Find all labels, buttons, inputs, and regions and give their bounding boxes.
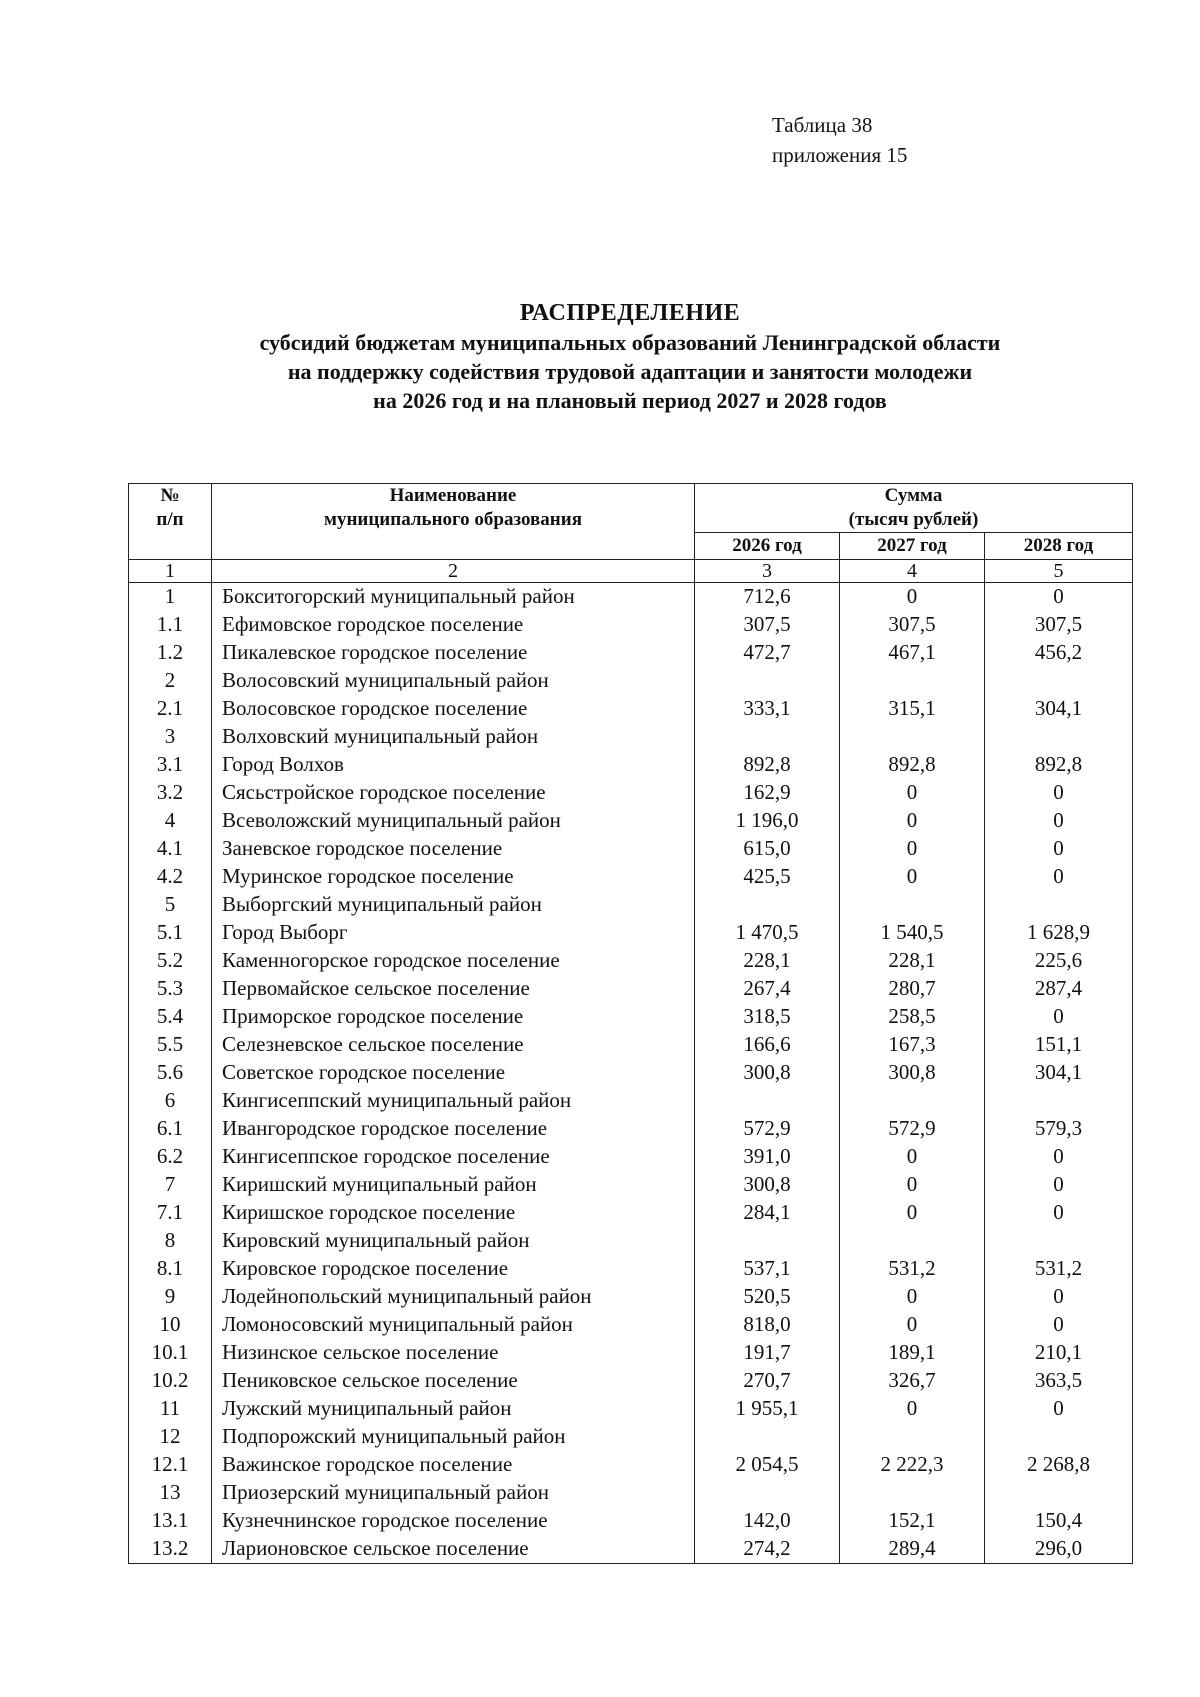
- row-number: 8.1: [129, 1255, 212, 1283]
- amount-2027: [840, 1227, 985, 1255]
- amount-2028: [985, 667, 1133, 695]
- table-row: [129, 1171, 1133, 1199]
- amount-2027: 0: [840, 1311, 985, 1339]
- municipality-name: Город Волхов: [212, 751, 695, 779]
- amount-2026: 228,1: [695, 947, 840, 975]
- table-row: [129, 1031, 1133, 1059]
- header-name-line-2: муниципального образования: [324, 509, 582, 530]
- row-number: 1: [129, 583, 212, 612]
- row-number: 4.2: [129, 863, 212, 891]
- table-row: [129, 667, 1133, 695]
- amount-2028: [985, 1227, 1133, 1255]
- row-number: 7.1: [129, 1199, 212, 1227]
- municipality-name: Ларионовское сельское поселение: [212, 1535, 695, 1564]
- amount-2028: [985, 891, 1133, 919]
- amount-2028: 0: [985, 1395, 1133, 1423]
- row-number: 9: [129, 1283, 212, 1311]
- row-number: 6.1: [129, 1115, 212, 1143]
- municipality-name: Кировское городское поселение: [212, 1255, 695, 1283]
- table-row: [129, 975, 1133, 1003]
- amount-2026: 615,0: [695, 835, 840, 863]
- table-reference: [772, 110, 907, 170]
- header-year-2026: 2026 год: [695, 533, 840, 560]
- amount-2026: 1 955,1: [695, 1395, 840, 1423]
- amount-2028: 579,3: [985, 1115, 1133, 1143]
- table-row: [129, 1507, 1133, 1535]
- amount-2027: [840, 891, 985, 919]
- municipality-name: Ивангородское городское поселение: [212, 1115, 695, 1143]
- row-number: 5.6: [129, 1059, 212, 1087]
- amount-2026: 166,6: [695, 1031, 840, 1059]
- municipality-name: Кингисеппский муниципальный район: [212, 1087, 695, 1115]
- table-row: [129, 1283, 1133, 1311]
- document-title-block: [0, 298, 1200, 415]
- municipality-name: Лужский муниципальный район: [212, 1395, 695, 1423]
- table-row: [129, 1227, 1133, 1255]
- table-row: [129, 695, 1133, 723]
- table-row: [129, 1003, 1133, 1031]
- table-row: [129, 723, 1133, 751]
- amount-2027: 152,1: [840, 1507, 985, 1535]
- table-row: [129, 1451, 1133, 1479]
- amount-2027: 300,8: [840, 1059, 985, 1087]
- table-row: [129, 611, 1133, 639]
- municipality-name: Кировский муниципальный район: [212, 1227, 695, 1255]
- header-amount-line-2: (тысяч рублей): [848, 509, 979, 530]
- table-reference-number: Таблица 38: [772, 113, 873, 137]
- table-body: [129, 583, 1133, 1564]
- amount-2027: 258,5: [840, 1003, 985, 1031]
- table-row: [129, 1087, 1133, 1115]
- row-number: 5.4: [129, 1003, 212, 1031]
- amount-2026: 425,5: [695, 863, 840, 891]
- amount-2027: 0: [840, 1395, 985, 1423]
- row-number: 5.3: [129, 975, 212, 1003]
- amount-2027: 0: [840, 779, 985, 807]
- row-number: 13.1: [129, 1507, 212, 1535]
- amount-2028: 531,2: [985, 1255, 1133, 1283]
- municipality-name: Бокситогорский муниципальный район: [212, 583, 695, 612]
- municipality-name: Сясьстройское городское поселение: [212, 779, 695, 807]
- amount-2027: 0: [840, 1143, 985, 1171]
- amount-2027: 289,4: [840, 1535, 985, 1564]
- header-year-2028: 2028 год: [985, 533, 1133, 560]
- municipality-name: Пикалевское городское поселение: [212, 639, 695, 667]
- municipality-name: Киришское городское поселение: [212, 1199, 695, 1227]
- table-row: [129, 1423, 1133, 1451]
- amount-2028: 0: [985, 1171, 1133, 1199]
- amount-2027: 0: [840, 807, 985, 835]
- column-number: 4: [840, 560, 985, 583]
- amount-2028: 0: [985, 1143, 1133, 1171]
- column-number: 1: [129, 560, 212, 583]
- document-subtitle-line-2: на поддержку содействия трудовой адаптации и занятости молодежи: [287, 359, 973, 384]
- amount-2028: [985, 1479, 1133, 1507]
- amount-2026: 191,7: [695, 1339, 840, 1367]
- amount-2026: 300,8: [695, 1059, 840, 1087]
- amount-2026: 318,5: [695, 1003, 840, 1031]
- amount-2028: 287,4: [985, 975, 1133, 1003]
- amount-2028: 225,6: [985, 947, 1133, 975]
- municipality-name: Ефимовское городское поселение: [212, 611, 695, 639]
- column-number: 2: [212, 560, 695, 583]
- amount-2026: [695, 1087, 840, 1115]
- amount-2026: 572,9: [695, 1115, 840, 1143]
- row-number: 12: [129, 1423, 212, 1451]
- amount-2026: 333,1: [695, 695, 840, 723]
- amount-2028: 0: [985, 1199, 1133, 1227]
- amount-2026: 270,7: [695, 1367, 840, 1395]
- amount-2026: [695, 1479, 840, 1507]
- row-number: 12.1: [129, 1451, 212, 1479]
- municipality-name: Всеволожский муниципальный район: [212, 807, 695, 835]
- amount-2027: [840, 1423, 985, 1451]
- table-row: [129, 947, 1133, 975]
- amount-2027: 0: [840, 1283, 985, 1311]
- amount-2027: 228,1: [840, 947, 985, 975]
- document-subtitle-line-1: субсидий бюджетам муниципальных образований Ленинградской области: [259, 330, 1001, 355]
- row-number: 3.1: [129, 751, 212, 779]
- row-number: 13: [129, 1479, 212, 1507]
- amount-2026: 712,6: [695, 583, 840, 612]
- municipality-name: Киришский муниципальный район: [212, 1171, 695, 1199]
- municipality-name: Советское городское поселение: [212, 1059, 695, 1087]
- municipality-name: Волосовский муниципальный район: [212, 667, 695, 695]
- municipality-name: Волосовское городское поселение: [212, 695, 695, 723]
- municipality-name: Кузнечнинское городское поселение: [212, 1507, 695, 1535]
- subsidy-distribution-table: [128, 483, 1133, 1564]
- amount-2028: [985, 1423, 1133, 1451]
- amount-2027: 167,3: [840, 1031, 985, 1059]
- amount-2027: 467,1: [840, 639, 985, 667]
- header-municipality-name: [212, 484, 695, 560]
- municipality-name: Важинское городское поселение: [212, 1451, 695, 1479]
- row-number: 10.1: [129, 1339, 212, 1367]
- table-row: [129, 1059, 1133, 1087]
- header-amount-line-1: Сумма: [884, 485, 943, 506]
- municipality-name: Низинское сельское поселение: [212, 1339, 695, 1367]
- appendix-reference: приложения 15: [772, 143, 908, 167]
- amount-2026: 1 470,5: [695, 919, 840, 947]
- municipality-name: Город Выборг: [212, 919, 695, 947]
- table-row: [129, 863, 1133, 891]
- amount-2028: 304,1: [985, 695, 1133, 723]
- amount-2027: 0: [840, 863, 985, 891]
- amount-2028: 151,1: [985, 1031, 1133, 1059]
- amount-2026: 142,0: [695, 1507, 840, 1535]
- table-row: [129, 1339, 1133, 1367]
- amount-2026: 391,0: [695, 1143, 840, 1171]
- amount-2028: 0: [985, 779, 1133, 807]
- amount-2027: 315,1: [840, 695, 985, 723]
- amount-2026: 300,8: [695, 1171, 840, 1199]
- row-number: 2.1: [129, 695, 212, 723]
- amount-2028: 0: [985, 583, 1133, 612]
- municipality-name: Пениковское сельское поселение: [212, 1367, 695, 1395]
- table-row: [129, 1311, 1133, 1339]
- header-amount: [695, 484, 1133, 533]
- table-row: [129, 779, 1133, 807]
- row-number: 1.2: [129, 639, 212, 667]
- amount-2028: 210,1: [985, 1339, 1133, 1367]
- table-row: [129, 835, 1133, 863]
- amount-2027: 0: [840, 835, 985, 863]
- amount-2026: [695, 1227, 840, 1255]
- amount-2028: 304,1: [985, 1059, 1133, 1087]
- header-name-line-1: Наименование: [389, 485, 517, 506]
- amount-2027: [840, 667, 985, 695]
- header-number-line-1: №: [160, 485, 180, 506]
- amount-2028: 0: [985, 863, 1133, 891]
- document-title: РАСПРЕДЕЛЕНИЕ: [519, 300, 741, 326]
- amount-2028: 150,4: [985, 1507, 1133, 1535]
- municipality-name: Заневское городское поселение: [212, 835, 695, 863]
- table-row: [129, 1255, 1133, 1283]
- row-number: 7: [129, 1171, 212, 1199]
- table-row: [129, 1115, 1133, 1143]
- municipality-name: Кингисеппское городское поселение: [212, 1143, 695, 1171]
- table-row: [129, 807, 1133, 835]
- row-number: 2: [129, 667, 212, 695]
- amount-2026: 520,5: [695, 1283, 840, 1311]
- municipality-name: Каменногорское городское поселение: [212, 947, 695, 975]
- table-row: [129, 639, 1133, 667]
- header-number: [129, 484, 212, 560]
- amount-2026: [695, 1423, 840, 1451]
- amount-2027: 2 222,3: [840, 1451, 985, 1479]
- row-number: 4.1: [129, 835, 212, 863]
- row-number: 5: [129, 891, 212, 919]
- municipality-name: Подпорожский муниципальный район: [212, 1423, 695, 1451]
- row-number: 6.2: [129, 1143, 212, 1171]
- table-row: [129, 1367, 1133, 1395]
- amount-2028: 456,2: [985, 639, 1133, 667]
- amount-2027: 280,7: [840, 975, 985, 1003]
- amount-2027: [840, 723, 985, 751]
- amount-2028: 0: [985, 1311, 1133, 1339]
- amount-2027: 892,8: [840, 751, 985, 779]
- municipality-name: Муринское городское поселение: [212, 863, 695, 891]
- table-row: [129, 751, 1133, 779]
- amount-2027: 0: [840, 583, 985, 612]
- amount-2028: [985, 723, 1133, 751]
- amount-2028: 0: [985, 1003, 1133, 1031]
- amount-2026: 537,1: [695, 1255, 840, 1283]
- column-number-row: [129, 560, 1133, 583]
- amount-2027: [840, 1479, 985, 1507]
- amount-2028: 0: [985, 1283, 1133, 1311]
- amount-2026: 818,0: [695, 1311, 840, 1339]
- row-number: 5.2: [129, 947, 212, 975]
- amount-2026: 2 054,5: [695, 1451, 840, 1479]
- amount-2026: 1 196,0: [695, 807, 840, 835]
- amount-2026: [695, 891, 840, 919]
- row-number: 5.1: [129, 919, 212, 947]
- municipality-name: Приморское городское поселение: [212, 1003, 695, 1031]
- table-row: [129, 1535, 1133, 1564]
- table-row: [129, 583, 1133, 612]
- municipality-name: Лодейнопольский муниципальный район: [212, 1283, 695, 1311]
- municipality-name: Селезневское сельское поселение: [212, 1031, 695, 1059]
- amount-2027: [840, 1087, 985, 1115]
- amount-2027: 326,7: [840, 1367, 985, 1395]
- amount-2028: 296,0: [985, 1535, 1133, 1564]
- row-number: 3: [129, 723, 212, 751]
- table-row: [129, 1199, 1133, 1227]
- amount-2026: [695, 723, 840, 751]
- amount-2026: 284,1: [695, 1199, 840, 1227]
- amount-2028: 2 268,8: [985, 1451, 1133, 1479]
- document-subtitle-line-3: на 2026 год и на плановый период 2027 и 2028 годов: [373, 388, 887, 413]
- amount-2027: 0: [840, 1199, 985, 1227]
- amount-2026: 162,9: [695, 779, 840, 807]
- row-number: 10: [129, 1311, 212, 1339]
- amount-2028: 892,8: [985, 751, 1133, 779]
- row-number: 1.1: [129, 611, 212, 639]
- amount-2026: 472,7: [695, 639, 840, 667]
- amount-2028: 307,5: [985, 611, 1133, 639]
- row-number: 13.2: [129, 1535, 212, 1564]
- table-row: [129, 1143, 1133, 1171]
- row-number: 8: [129, 1227, 212, 1255]
- amount-2026: 307,5: [695, 611, 840, 639]
- amount-2027: 572,9: [840, 1115, 985, 1143]
- table-row: [129, 1479, 1133, 1507]
- municipality-name: Приозерский муниципальный район: [212, 1479, 695, 1507]
- amount-2027: 0: [840, 1171, 985, 1199]
- row-number: 5.5: [129, 1031, 212, 1059]
- amount-2027: 1 540,5: [840, 919, 985, 947]
- amount-2028: [985, 1087, 1133, 1115]
- amount-2027: 189,1: [840, 1339, 985, 1367]
- amount-2026: 267,4: [695, 975, 840, 1003]
- header-number-line-2: п/п: [156, 509, 184, 530]
- column-number: 3: [695, 560, 840, 583]
- municipality-name: Выборгский муниципальный район: [212, 891, 695, 919]
- header-year-2027: 2027 год: [840, 533, 985, 560]
- amount-2027: 531,2: [840, 1255, 985, 1283]
- table-row: [129, 1395, 1133, 1423]
- amount-2026: 274,2: [695, 1535, 840, 1564]
- amount-2026: [695, 667, 840, 695]
- amount-2028: 0: [985, 835, 1133, 863]
- row-number: 4: [129, 807, 212, 835]
- municipality-name: Ломоносовский муниципальный район: [212, 1311, 695, 1339]
- row-number: 3.2: [129, 779, 212, 807]
- amount-2028: 0: [985, 807, 1133, 835]
- amount-2027: 307,5: [840, 611, 985, 639]
- amount-2026: 892,8: [695, 751, 840, 779]
- row-number: 10.2: [129, 1367, 212, 1395]
- row-number: 11: [129, 1395, 212, 1423]
- amount-2028: 1 628,9: [985, 919, 1133, 947]
- table-row: [129, 919, 1133, 947]
- table-row: [129, 891, 1133, 919]
- amount-2028: 363,5: [985, 1367, 1133, 1395]
- column-number: 5: [985, 560, 1133, 583]
- municipality-name: Первомайское сельское поселение: [212, 975, 695, 1003]
- municipality-name: Волховский муниципальный район: [212, 723, 695, 751]
- row-number: 6: [129, 1087, 212, 1115]
